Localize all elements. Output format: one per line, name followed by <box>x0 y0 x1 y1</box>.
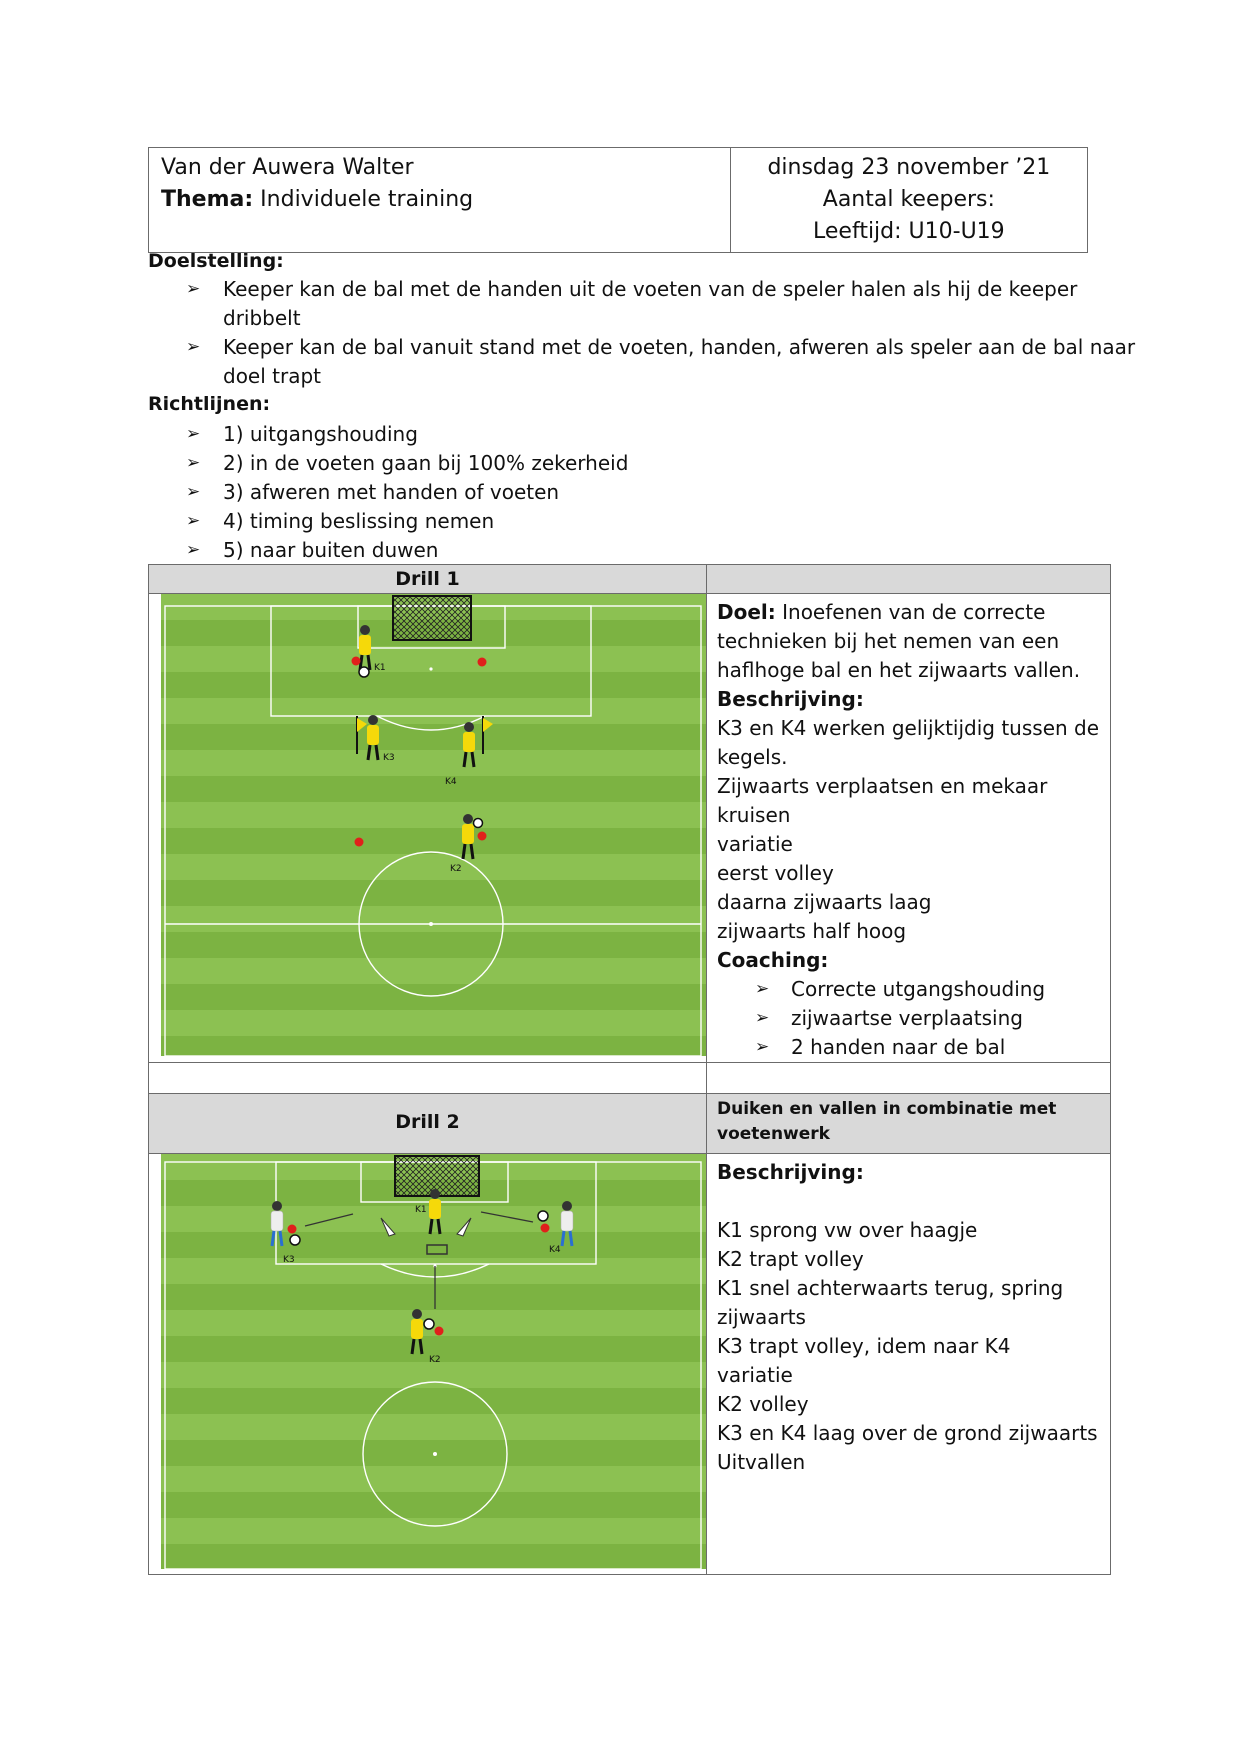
drill1-pitch-diagram <box>149 594 706 1056</box>
drill1-desc-line: kruisen <box>717 803 791 827</box>
drill2-diagram-cell <box>149 1154 707 1575</box>
drill1-desc-line: kegels. <box>717 745 788 769</box>
spacer-cell <box>707 1063 1111 1094</box>
blank-line <box>717 1187 1100 1216</box>
drill2-desc-line: K1 snel achterwaarts terug, spring <box>717 1276 1064 1300</box>
drill1-desc-line: eerst volley <box>717 861 834 885</box>
drill2-pitch-diagram <box>149 1154 706 1569</box>
drill1-desc-line: variatie <box>717 832 793 856</box>
drill2-desc-line: K1 sprong vw over haagje <box>717 1218 978 1242</box>
drill1-desc-line: zijwaarts half hoog <box>717 919 907 943</box>
header-table <box>148 147 1088 253</box>
drill1-diagram-cell <box>149 594 707 1063</box>
drill2-desc-line: K2 trapt volley <box>717 1247 864 1271</box>
spacer-cell <box>149 1063 707 1094</box>
goal-icon <box>393 596 471 640</box>
keeper-count: Aantal keepers: <box>822 187 995 212</box>
session-date: dinsdag 23 november ’21 <box>767 155 1051 180</box>
drill2-desc-line: K2 volley <box>717 1392 809 1416</box>
drill1-description-cell <box>707 594 1111 1063</box>
arrow-bullet-icon: ➢ <box>755 979 770 999</box>
arrow-bullet-icon: ➢ <box>186 482 201 502</box>
drill2-subtitle-line: voetenwerk <box>717 1124 830 1144</box>
arrow-bullet-icon: ➢ <box>186 540 201 560</box>
drill1-desc-line: Zijwaarts verplaatsen en mekaar <box>717 774 1048 798</box>
drill1-doel-line: technieken bij het nemen van een <box>717 629 1060 653</box>
drill2-desc-line: K3 en K4 laag over de grond zijwaarts <box>717 1421 1098 1445</box>
author-name: Van der Auwera Walter <box>161 155 414 180</box>
coaching-item: ➢ 2 handen naar de bal <box>717 1033 1100 1062</box>
beschrijving-label: Beschrijving: <box>717 687 864 711</box>
label-k3: K3 <box>283 1255 295 1265</box>
drill2-title: Drill 2 <box>149 1094 707 1154</box>
coaching-label: Coaching: <box>717 948 829 972</box>
header-right-cell <box>730 148 1087 253</box>
drill1-doel-line: haflhoge bal en het zijwaarts vallen. <box>717 658 1081 682</box>
arrow-bullet-icon: ➢ <box>755 1037 770 1057</box>
drill2-text <box>707 1154 1110 1477</box>
drill1-doel-line: Doel: Inoefenen van de correcte <box>717 600 1046 624</box>
doelstelling-title: Doelstelling: <box>148 250 284 272</box>
label-k4: K4 <box>549 1245 561 1255</box>
arrow-bullet-icon: ➢ <box>186 279 201 299</box>
arrow-bullet-icon: ➢ <box>755 1008 770 1028</box>
label-k1: K1 <box>415 1205 427 1215</box>
coaching-item: ➢ zijwaartse verplaatsing <box>717 1004 1100 1033</box>
label-k2: K2 <box>429 1355 441 1365</box>
arrow-bullet-icon: ➢ <box>186 424 201 444</box>
label-k4: K4 <box>445 777 457 787</box>
theme-value: Individuele training <box>260 187 474 212</box>
drill1-text <box>707 594 1110 1062</box>
doel-label: Doel: <box>717 600 776 624</box>
label-k2: K2 <box>450 864 462 874</box>
drill2-desc-line: K3 trapt volley, idem naar K4 <box>717 1334 1011 1358</box>
drill2-desc-line: Uitvallen <box>717 1450 806 1474</box>
drill1-desc-line: K3 en K4 werken gelijktijdig tussen de <box>717 716 1100 740</box>
drill-table <box>148 564 1111 1575</box>
richtlijnen-title: Richtlijnen: <box>148 393 271 415</box>
arrow-bullet-icon: ➢ <box>186 337 201 357</box>
drill2-subtitle-line: Duiken en vallen in combinatie met <box>717 1099 1057 1119</box>
beschrijving-label: Beschrijving: <box>717 1160 864 1184</box>
drill1-title: Drill 1 <box>149 565 707 594</box>
age-group: Leeftijd: U10-U19 <box>813 219 1005 244</box>
coaching-item: ➢ Correcte utgangshouding <box>717 975 1100 1004</box>
drill2-subtitle <box>707 1094 1111 1154</box>
arrow-bullet-icon: ➢ <box>186 453 201 473</box>
label-k1: K1 <box>374 663 386 673</box>
label-k3: K3 <box>383 753 395 763</box>
header-left-cell <box>149 148 731 253</box>
drill2-description-cell <box>707 1154 1111 1575</box>
drill1-header-empty <box>707 565 1111 594</box>
drill1-desc-line: daarna zijwaarts laag <box>717 890 932 914</box>
theme-line <box>161 184 718 216</box>
theme-label: Thema: <box>161 187 254 212</box>
drill2-desc-line: variatie <box>717 1363 793 1387</box>
arrow-bullet-icon: ➢ <box>186 511 201 531</box>
drill2-desc-line: zijwaarts <box>717 1305 806 1329</box>
